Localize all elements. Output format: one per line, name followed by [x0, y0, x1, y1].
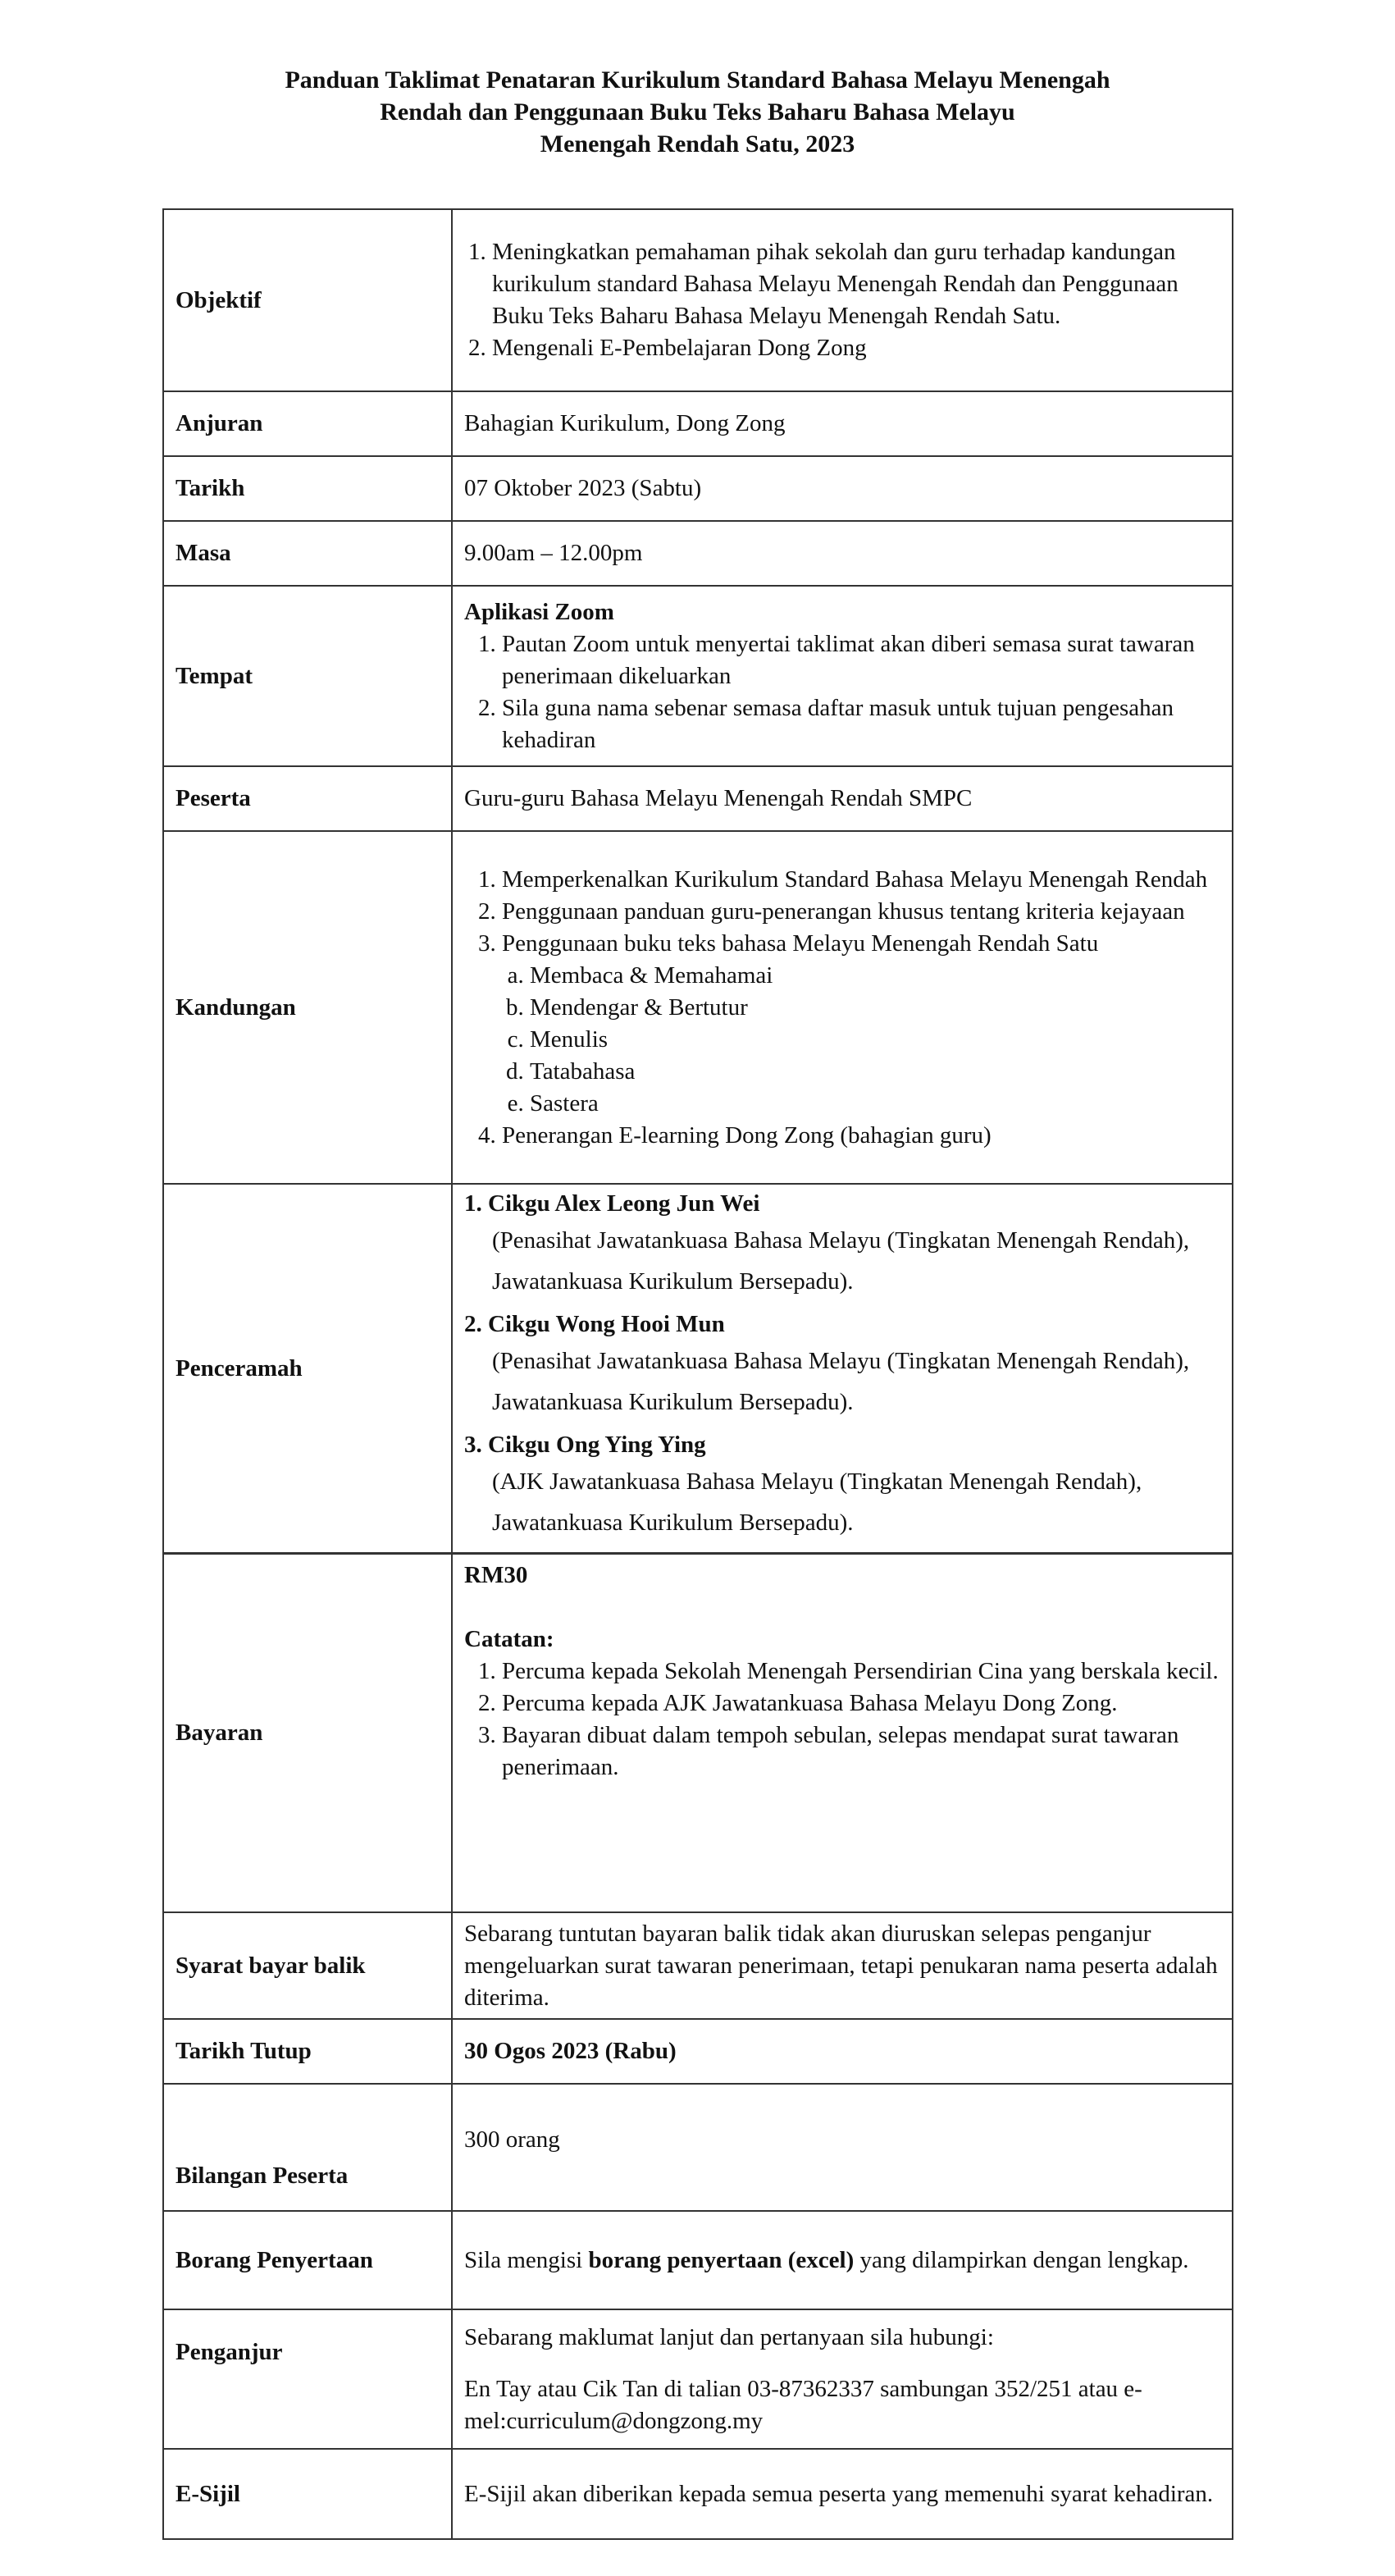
row-masa: [163, 521, 1233, 586]
bayaran-item-1: 1. Percuma kepada Sekolah Menengah Persendirian Cina yang berskala kecil.: [502, 1656, 1220, 1688]
title-line-2: Rendah dan Penggunaan Buku Teks Baharu Bahasa Melayu: [380, 98, 1015, 126]
bayaran-item-3: 3. Bayaran dibuat dalam tempoh sebulan, selepas mendapat surat tawaran penerimaan.: [502, 1720, 1220, 1784]
info-table-1: [162, 208, 1233, 1554]
speaker-2: 2. Cikgu Wong Hooi Mun (Penasihat Jawatankuasa Bahasa Melayu (Tingkatan Menengah Rendah), Jawatankuasa Kurikulum Bersepadu).: [464, 1309, 1220, 1423]
speaker-1-name: Cikgu Alex Leong Jun Wei: [488, 1190, 760, 1217]
row-penceramah: [163, 1184, 1233, 1553]
kandungan-item-3: [502, 928, 1220, 1120]
speaker-3: 3. Cikgu Ong Ying Ying (AJK Jawatankuasa Bahasa Melayu (Tingkatan Menengah Rendah), Jawatankuasa Kurikulum Bersepadu).: [464, 1429, 1220, 1543]
penganjur-line-1: Sebarang maklumat lanjut dan pertanyaan sila hubungi:: [464, 2323, 994, 2350]
tempat-item-2: 2. Sila guna nama sebenar semasa daftar masuk untuk tujuan pengesahan kehadiran: [502, 692, 1220, 756]
row-bilangan: [163, 2084, 1233, 2211]
bayaran-amount: RM30: [464, 1562, 528, 1588]
info-table-2: [162, 1553, 1233, 2540]
value-masa: 9.00am – 12.00pm: [452, 521, 1233, 586]
speaker-3-name: Cikgu Ong Ying Ying: [488, 1431, 706, 1458]
speaker-1: 1. Cikgu Alex Leong Jun Wei (Penasihat Jawatankuasa Bahasa Melayu (Tingkatan Menengah Rendah), Jawatankuasa Kurikulum Bersepadu).: [464, 1188, 1220, 1302]
label-masa: Masa: [163, 521, 452, 586]
bayaran-note-label: Catatan:: [464, 1626, 554, 1652]
value-objektif: [452, 209, 1233, 391]
label-tutup: Tarikh Tutup: [163, 2019, 452, 2084]
speaker-3-desc: (AJK Jawatankuasa Bahasa Melayu (Tingkatan Menengah Rendah), Jawatankuasa Kurikulum Bersepadu).: [492, 1468, 1142, 1536]
value-penganjur: [452, 2309, 1233, 2449]
row-esijil: [163, 2449, 1233, 2539]
speaker-2-name: Cikgu Wong Hooi Mun: [488, 1310, 725, 1337]
kandungan-sub-a: a. Membaca & Memahamai: [530, 960, 1220, 992]
value-borang: [452, 2211, 1233, 2309]
value-kandungan: [452, 831, 1233, 1184]
row-tempat: [163, 586, 1233, 766]
row-bayaran: [163, 1554, 1233, 1912]
row-syarat: [163, 1912, 1233, 2019]
speaker-1-desc: (Penasihat Jawatankuasa Bahasa Melayu (Tingkatan Menengah Rendah), Jawatankuasa Kurikulum Bersepadu).: [492, 1226, 1190, 1295]
tempat-item-1: 1. Pautan Zoom untuk menyertai taklimat akan diberi semasa surat tawaran penerimaan dikeluarkan: [502, 628, 1220, 692]
value-peserta: Guru-guru Bahasa Melayu Menengah Rendah SMPC: [452, 766, 1233, 831]
borang-post: yang dilampirkan dengan lengkap.: [859, 2246, 1189, 2273]
row-tarikh: [163, 456, 1233, 521]
kandungan-sub-e: e. Sastera: [530, 1088, 1220, 1120]
borang-pre: Sila mengisi: [464, 2246, 583, 2273]
label-bilangan: Bilangan Peserta: [163, 2084, 452, 2211]
label-kandungan: Kandungan: [163, 831, 452, 1184]
borang-bold: borang penyertaan (excel): [588, 2246, 855, 2273]
kandungan-item-1: 1. Memperkenalkan Kurikulum Standard Bahasa Melayu Menengah Rendah: [502, 864, 1220, 896]
label-penganjur: Penganjur: [163, 2309, 452, 2449]
value-syarat: Sebarang tuntutan bayaran balik tidak akan diuruskan selepas penganjur mengeluarkan surat tawaran penerimaan, tetapi penukaran nama peserta adalah diterima.: [452, 1912, 1233, 2019]
row-borang: [163, 2211, 1233, 2309]
row-peserta: [163, 766, 1233, 831]
value-penceramah: [452, 1184, 1233, 1553]
speaker-2-desc: (Penasihat Jawatankuasa Bahasa Melayu (Tingkatan Menengah Rendah), Jawatankuasa Kurikulum Bersepadu).: [492, 1347, 1190, 1415]
value-bayaran: [452, 1554, 1233, 1912]
kandungan-item-2: 2. Penggunaan panduan guru-penerangan khusus tentang kriteria kejayaan: [502, 896, 1220, 928]
kandungan-sub-d: d. Tatabahasa: [530, 1056, 1220, 1088]
objektif-item-1: 1. Meningkatkan pemahaman pihak sekolah dan guru terhadap kandungan kurikulum standard Bahasa Melayu Menengah Rendah dan Penggunaan Buku Teks Baharu Bahasa Melayu Menengah Rendah Satu.: [492, 236, 1220, 332]
row-kandungan: [163, 831, 1233, 1184]
label-peserta: Peserta: [163, 766, 452, 831]
tempat-heading: Aplikasi Zoom: [464, 598, 614, 625]
objektif-item-2: 2. Mengenali E-Pembelajaran Dong Zong: [492, 332, 1220, 364]
value-tempat: [452, 586, 1233, 766]
row-objektif: [163, 209, 1233, 391]
label-tempat: Tempat: [163, 586, 452, 766]
document-title: [0, 64, 1395, 160]
title-line-1: Panduan Taklimat Penataran Kurikulum Standard Bahasa Melayu Menengah: [285, 66, 1110, 94]
title-line-3: Menengah Rendah Satu, 2023: [540, 130, 855, 158]
value-tutup: 30 Ogos 2023 (Rabu): [452, 2019, 1233, 2084]
label-borang: Borang Penyertaan: [163, 2211, 452, 2309]
label-esijil: E-Sijil: [163, 2449, 452, 2539]
label-syarat: Syarat bayar balik: [163, 1912, 452, 2019]
label-objektif: Objektif: [163, 209, 452, 391]
value-anjuran: Bahagian Kurikulum, Dong Zong: [452, 391, 1233, 456]
row-tutup: [163, 2019, 1233, 2084]
kandungan-sub-b: b. Mendengar & Bertutur: [530, 992, 1220, 1024]
label-tarikh: Tarikh: [163, 456, 452, 521]
label-bayaran: Bayaran: [163, 1554, 452, 1912]
kandungan-item-3-text: Penggunaan buku teks bahasa Melayu Menengah Rendah Satu: [502, 929, 1099, 957]
kandungan-sub-c: c. Menulis: [530, 1024, 1220, 1056]
row-anjuran: [163, 391, 1233, 456]
value-esijil: E-Sijil akan diberikan kepada semua peserta yang memenuhi syarat kehadiran.: [452, 2449, 1233, 2539]
label-penceramah: Penceramah: [163, 1184, 452, 1553]
bayaran-item-2: 2. Percuma kepada AJK Jawatankuasa Bahasa Melayu Dong Zong.: [502, 1688, 1220, 1720]
penganjur-line-2: En Tay atau Cik Tan di talian 03-87362337 sambungan 352/251 atau e-mel:curriculum@dongzong.my: [464, 2375, 1142, 2434]
value-tarikh: 07 Oktober 2023 (Sabtu): [452, 456, 1233, 521]
kandungan-item-4: 4. Penerangan E-learning Dong Zong (bahagian guru): [502, 1120, 1220, 1152]
value-bilangan: 300 orang: [452, 2084, 1233, 2211]
row-penganjur: [163, 2309, 1233, 2449]
label-anjuran: Anjuran: [163, 391, 452, 456]
